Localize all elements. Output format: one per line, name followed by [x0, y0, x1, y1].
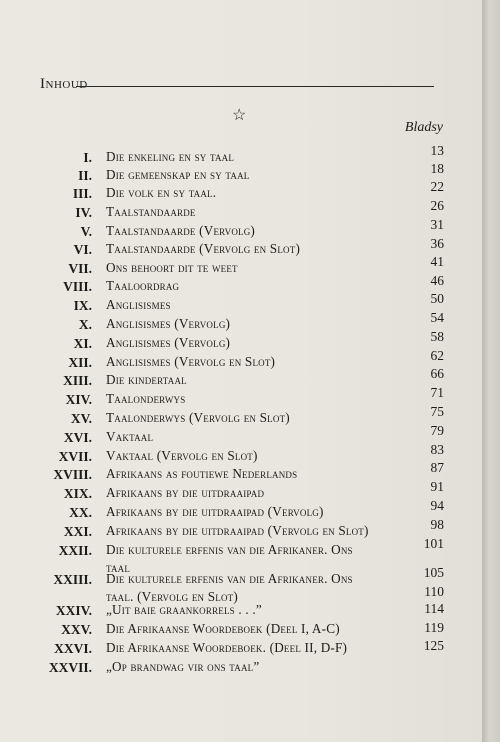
entry-title: Anglisismes (Vervolg en Slot)	[106, 354, 276, 369]
entry-page-number: 22	[430, 179, 444, 194]
entry-title: Taalonderwys (Vervolg en Slot)	[106, 410, 290, 425]
entry-title: Die kulturele erfenis van die Afrikaner. Ons	[106, 542, 353, 557]
entry-number: XI.	[73, 336, 92, 351]
entry-title: Afrikaans by die uitdraaipad (Vervolg)	[106, 504, 324, 519]
entry-title: Taalonderwys	[106, 391, 186, 406]
entry-number: XXVII.	[48, 660, 92, 675]
entry-number: XXVI.	[54, 641, 92, 656]
entry-number: XV.	[70, 411, 92, 426]
entry-title: Die Afrikaanse Woordeboek (Deel I, A-C)	[106, 621, 340, 636]
entry-title: Die enkeling en sy taal	[106, 149, 235, 164]
entry-title: Taaloordrag	[106, 278, 180, 293]
entry-number: VII.	[68, 261, 92, 276]
entry-page-number: 13	[430, 143, 444, 158]
entry-number: XXI.	[63, 524, 92, 539]
entry-number: VI.	[73, 242, 92, 257]
entry-page-number: 98	[430, 517, 444, 532]
entry-page-number: 83	[430, 442, 444, 457]
entry-title: Afrikaans by die uitdraaipad (Vervolg en Slot)	[106, 523, 369, 538]
entry-number: IX.	[73, 298, 92, 313]
entry-number: X.	[78, 317, 92, 332]
entry-page-number: 114	[424, 601, 444, 616]
entry-title: Taalstandaarde	[106, 204, 196, 219]
entry-number: XIV.	[65, 392, 92, 407]
star-ornament-icon: ☆	[232, 107, 247, 124]
entry-title: Anglisismes	[106, 297, 171, 312]
entry-page-number: 46	[430, 273, 444, 288]
entry-number: XIII.	[63, 373, 92, 388]
entry-title: Vaktaal (Vervolg en Slot)	[106, 448, 258, 463]
entry-page-number: 41	[430, 254, 444, 269]
entry-title: Die kulturele erfenis van die Afrikaner. Ons	[106, 571, 353, 586]
entry-title: Anglisismes (Vervolg)	[106, 335, 231, 350]
entry-number: XXIII.	[53, 572, 92, 587]
entry-page-number: 79	[430, 423, 444, 438]
entry-page-number: 36	[430, 236, 444, 251]
entry-title-continued: taal	[106, 560, 131, 575]
entry-page-number: 125	[423, 638, 444, 653]
entry-page-number: 75	[430, 404, 444, 419]
entry-number: XX.	[69, 505, 92, 520]
entry-number: V.	[80, 224, 92, 239]
entry-page-number: 87	[430, 460, 444, 475]
entry-number: XIX.	[63, 486, 92, 501]
entry-number: XVI.	[63, 430, 92, 445]
entry-page-number: 110	[424, 584, 444, 599]
entry-title: Afrikaans by die uitdraaipad	[106, 485, 265, 500]
entry-title: Taalstandaarde (Vervolg en Slot)	[106, 241, 301, 256]
entry-title: Anglisismes (Vervolg)	[106, 316, 231, 331]
entry-page-number: 119	[424, 620, 444, 635]
entry-page-number: 58	[430, 329, 444, 344]
page-edge	[482, 0, 500, 742]
entry-title: Vaktaal	[106, 429, 154, 444]
entry-page-number: 105	[423, 565, 444, 580]
entry-title: Afrikaans as foutiewe Nederlands	[106, 466, 298, 481]
entry-page-number: 71	[430, 385, 444, 400]
entry-page-number: 31	[430, 217, 444, 232]
entry-page-number: 26	[430, 198, 444, 213]
entry-number: XXII.	[58, 543, 92, 558]
entry-number: XXV.	[61, 622, 92, 637]
entry-number: II.	[78, 168, 92, 183]
entry-title: Die volk en sy taal.	[106, 185, 217, 200]
entry-page-number: 66	[430, 366, 444, 381]
entry-page-number: 94	[430, 498, 444, 513]
entry-number: XVIII.	[53, 467, 92, 482]
entry-number: VIII.	[63, 279, 92, 294]
entry-page-number: 101	[423, 536, 444, 551]
entry-page-number: 62	[430, 348, 444, 363]
entry-title: „Uit baie graankorrels . . .”	[106, 602, 262, 617]
entry-title: Die Afrikaanse Woordeboek. (Deel II, D-F)	[106, 640, 348, 655]
page-column-label: Bladsy	[404, 120, 443, 135]
entry-number: XXIV.	[55, 603, 92, 618]
entry-page-number: 18	[430, 161, 444, 176]
entry-number: XII.	[68, 355, 92, 370]
entry-title: Ons behoort dit te weet	[106, 260, 238, 275]
entry-title: Die gemeenskap en sy taal	[106, 167, 250, 182]
heading-text: Inhoud	[40, 76, 88, 92]
entry-title: Taalstandaarde (Vervolg)	[106, 223, 256, 238]
entry-number: III.	[72, 186, 92, 201]
entry-title: „Op brandwag vir ons taal”	[106, 659, 260, 674]
entry-number: IV.	[75, 205, 92, 220]
entry-page-number: 50	[430, 291, 444, 306]
entry-page-number: 91	[430, 479, 444, 494]
entry-page-number: 54	[430, 310, 444, 325]
entry-number: I.	[83, 150, 92, 165]
entry-title: Die kindertaal	[106, 372, 187, 387]
entry-number: XVII.	[58, 449, 92, 464]
entry-title-continued: taal. (Vervolg en Slot)	[106, 589, 238, 604]
